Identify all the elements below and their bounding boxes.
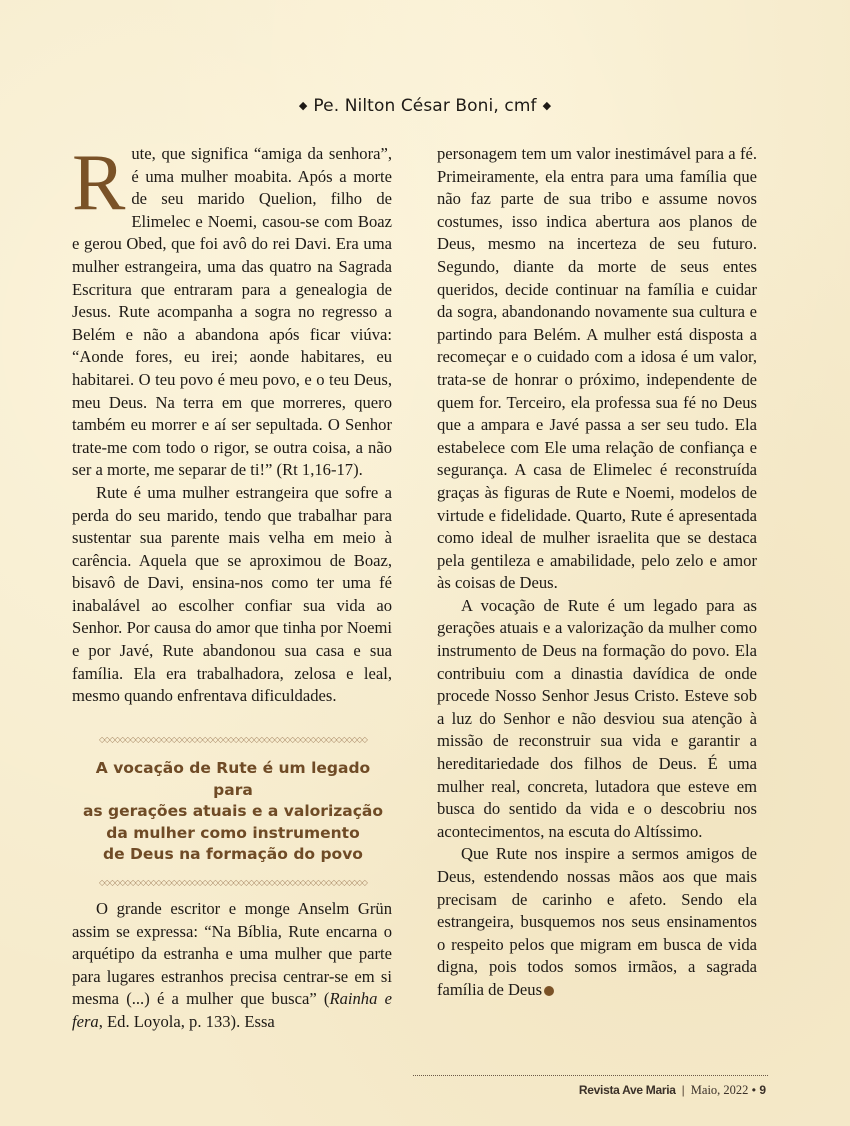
- left-column-continued: [72, 898, 392, 1034]
- footer-divider: [413, 1075, 768, 1076]
- pull-quote-line: as gerações atuais e a valorização: [82, 802, 384, 820]
- page-number: 9: [759, 1083, 766, 1097]
- page-footer: [579, 1083, 766, 1098]
- paragraph-final: [437, 843, 757, 1001]
- paragraph-grun-quote: [72, 898, 392, 1034]
- diamond-ornament-icon: ◆: [542, 99, 552, 112]
- footer-bullet: •: [751, 1083, 756, 1097]
- issue-date: Maio, 2022: [690, 1083, 749, 1097]
- paragraph-intro: [72, 139, 392, 482]
- book-title: Rainha e fera: [72, 989, 392, 1031]
- pull-quote-bottom-border: ◇◇◇◇◇◇◇◇◇◇◇◇◇◇◇◇◇◇◇◇◇◇◇◇◇◇◇◇◇◇◇◇◇◇◇◇◇◇◇◇◇◇◇◇◇◇◇◇◇◇◇◇: [74, 879, 392, 887]
- right-column: [437, 143, 757, 1002]
- diamond-ornament-icon: ◆: [298, 99, 308, 112]
- paragraph: personagem tem um valor inestimável para a fé. Primeiramente, ela entra para uma família que não faz parte de sua tribo e assume novos costumes, isso indica abertura aos planos de Deus, mesmo na incerteza de seu futuro. Segundo, diante da morte de seus entes queridos, decide continuar na família e cuidar da sogra, abandonando novamente sua cultura e partindo para Belém. A mulher está disposta a recomeçar e o cuidado com a idosa é um valor, trata-se de honrar o próximo, independente de quem for. Terceiro, ela professa sua fé no Deus que a ampara e Javé passa a ser seu tudo. Ela estabelece com Ele uma relação de confiança e segurança. A casa de Elimelec é reconstruída graças às figuras de Rute e Noemi, modelos de virtude e fidelidade. Quarto, Rute é apresentada como ideal de mulher israelita que se destaca pela gentileza e amabilidade, pelo zelo e amor às coisas de Deus.: [437, 144, 757, 593]
- pull-quote: [74, 736, 392, 887]
- author-name: Pe. Nilton César Boni, cmf: [313, 96, 537, 116]
- paragraph-text: O grande escritor e monge Anselm Grün assim se expressa: “Na Bíblia, Rute encarna o arquétipo da estranha e uma mulher que parte para lugares estranhos precisa centrar-se em si mesma (...) é a mulher que busca” (: [72, 899, 392, 1009]
- author-byline: [0, 96, 850, 116]
- paragraph-text: ute, que significa “amiga da senhora”, é uma mulher moabita. Após a morte de seu marido Quelion, filho de Elimelec e Noemi, casou-se com Boaz e gerou Obed, que foi avô do rei Davi. Era uma mulher estrangeira, uma das quatro na Sagrada Escritura que entraram para a genealogia de Jesus. Rute acompanha a sogra no regresso a Belém e não a abandona após ficar viúva: “Aonde fores, eu irei; aonde habitares, eu habitarei. O teu povo é meu povo, e o teu Deus, meu Deus. Na terra em que morreres, quero também eu morrer e aí ser sepultada. O Senhor trate-me com todo o rigor, se outra coisa, a não ser a morte, me separar de ti!” (Rt 1,16-17).: [72, 144, 392, 480]
- pull-quote-line: da mulher como instrumento: [106, 823, 360, 842]
- end-mark-icon: [544, 986, 554, 996]
- magazine-name: Revista Ave Maria: [578, 1083, 676, 1097]
- paragraph-text: Que Rute nos inspire a sermos amigos de Deus, estendendo nossas mãos aos que mais precisam de carinho e afeto. Sendo ela estrangeira, busquemos nos seus ensinamentos o respeito pelos que migram em busca de vida digna, pois todos somos irmãos, a sagrada família de Deus: [437, 844, 757, 999]
- drop-cap: R: [72, 139, 126, 227]
- pull-quote-top-border: ◇◇◇◇◇◇◇◇◇◇◇◇◇◇◇◇◇◇◇◇◇◇◇◇◇◇◇◇◇◇◇◇◇◇◇◇◇◇◇◇◇◇◇◇◇◇◇◇◇◇◇◇: [74, 736, 392, 744]
- paragraph-text: , Ed. Loyola, p. 133). Essa: [98, 1011, 275, 1031]
- pull-quote-line: A vocação de Rute é um legado para: [95, 759, 371, 799]
- left-column: [72, 139, 392, 708]
- pull-quote-text: [74, 758, 392, 866]
- footer-separator: |: [681, 1083, 685, 1097]
- pull-quote-line: de Deus na formação do povo: [103, 845, 363, 863]
- paragraph: Rute é uma mulher estrangeira que sofre a perda do seu marido, tendo que trabalhar para sustentar sua parente mais velha em meio à carência. Aquela que se aproximou de Boaz, bisavô de Davi, ensina-nos como ter uma fé inabalável ao escolher confiar sua vida ao Senhor. Por causa do amor que tinha por Noemi e por Javé, Rute abandonou sua casa e sua família. Ela era trabalhadora, zelosa e leal, mesmo quando enfrentava dificuldades.: [72, 482, 392, 706]
- paragraph: A vocação de Rute é um legado para as gerações atuais e a valorização da mulher como instrumento de Deus na formação do povo. Ela contribuiu com a dinastia davídica de onde procede Nosso Senhor Jesus Cristo. Esteve sob a luz do Senhor e não desviou sua atenção à missão de reconstruir sua vida e garantir a hereditariedade dos filhos de Deus. É uma mulher real, concreta, lutadora que esteve em busca do sentido da vida e o descobriu nos acontecimentos, na escuta do Altíssimo.: [437, 595, 757, 841]
